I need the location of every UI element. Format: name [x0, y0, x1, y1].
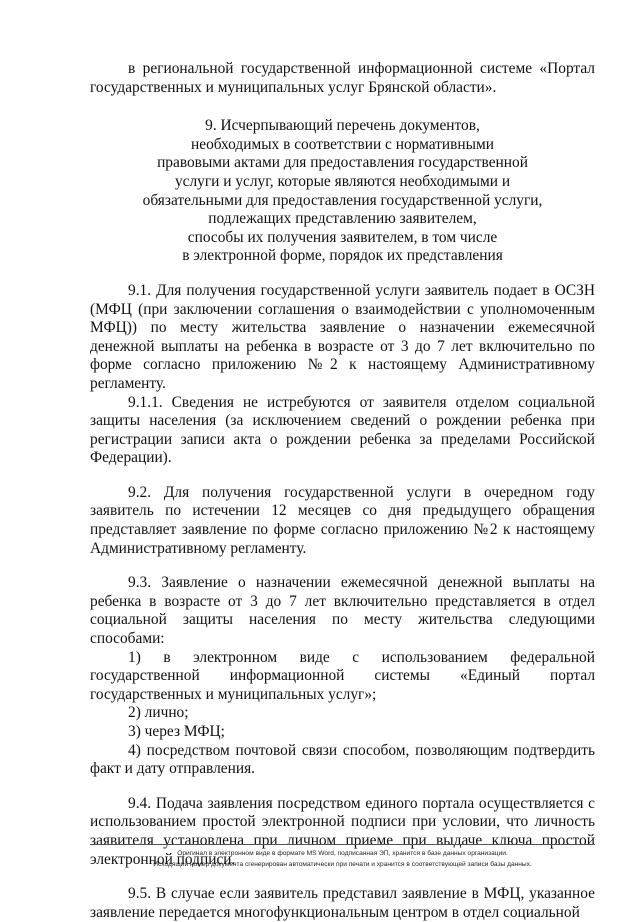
section-heading	[90, 117, 595, 266]
paragraph-9-5: 9.5. В случае если заявитель представил заявление в МФЦ, указанное заявление передается многофункциональным центром в отдел социальной	[90, 885, 595, 921]
paragraph-9-4: 9.4. Подача заявления посредством единого портала осуществляется с использованием простой электронной подписи при условии, что личность заявителя установлена при личном приеме при выдаче ключа простой электронной подписи.	[90, 794, 595, 868]
heading-line: необходимых в соответствии с нормативными	[191, 135, 494, 153]
heading-line: правовыми актами для предоставления государственной	[157, 154, 528, 172]
paragraph-9-2: 9.2. Для получения государственной услуги в очередном году заявитель по истечении 12 месяцев со дня предыдущего обращения представляет заявление по форме согласно приложению №2 к настоящему Административному регламенту.	[90, 483, 595, 557]
heading-line: способы их получения заявителем, в том числе	[187, 228, 498, 246]
list-item: 2) лично;	[128, 704, 189, 722]
footer-line: Исходящий номер документа сгенерирован автоматически при печати и хранится в соответствующей записи базы данных.	[153, 861, 532, 868]
heading-line: обязательными для предоставления государственной услуги,	[142, 191, 543, 209]
paragraph-9-1-1: 9.1.1. Сведения не истребуются от заявителя отделом социальной защиты населения (за исключением сведений о рождении ребенка при регистрации записи акта о рождении ребенка за пределами Российской Федерации).	[90, 393, 595, 467]
paragraph-9-1: 9.1. Для получения государственной услуги заявитель подает в ОСЗН (МФЦ (при заключении соглашения о взаимодействии с уполномоченным МФЦ)) по месту жительства заявление о назначении ежемесячной денежной выплаты на ребенка в возрасте от 3 до 7 лет включительно по форме согласно приложению №2 к настоящему Административному регламенту.	[90, 281, 595, 392]
list-item: 3) через МФЦ;	[128, 723, 225, 740]
heading-line: подлежащих представлению заявителем,	[208, 210, 477, 228]
heading-line: услуги и услуг, которые являются необходимыми и	[174, 172, 511, 190]
footer-divider	[90, 844, 595, 845]
list-item: 1) в электронном виде с использованием федеральной государственной информационной системы «Единый портал государственных и муниципальных услуг»;	[90, 648, 595, 703]
footer-line: Оригинал в электронном виде в формате MS Word, подписанная ЭП, хранится в базе данных организации.	[177, 850, 508, 857]
paragraph-9-3: 9.3. Заявление о назначении ежемесячной денежной выплаты на ребенка в возрасте от 3 до 7 лет включительно представляется в отдел социальной защиты населения по месту жительства следующими способами:	[90, 574, 595, 648]
heading-line: в электронной форме, порядок их представления	[182, 247, 503, 265]
intro-paragraph: в региональной государственной информационной системе «Портал государственных и муниципальных услуг Брянской области».	[90, 60, 595, 96]
heading-line: 9. Исчерпывающий перечень документов,	[205, 117, 480, 135]
document-page	[90, 60, 595, 922]
footer-note	[60, 848, 625, 870]
list-item: 4) посредством почтовой связи способом, позволяющим подтвердить факт и дату отправления.	[90, 741, 595, 778]
